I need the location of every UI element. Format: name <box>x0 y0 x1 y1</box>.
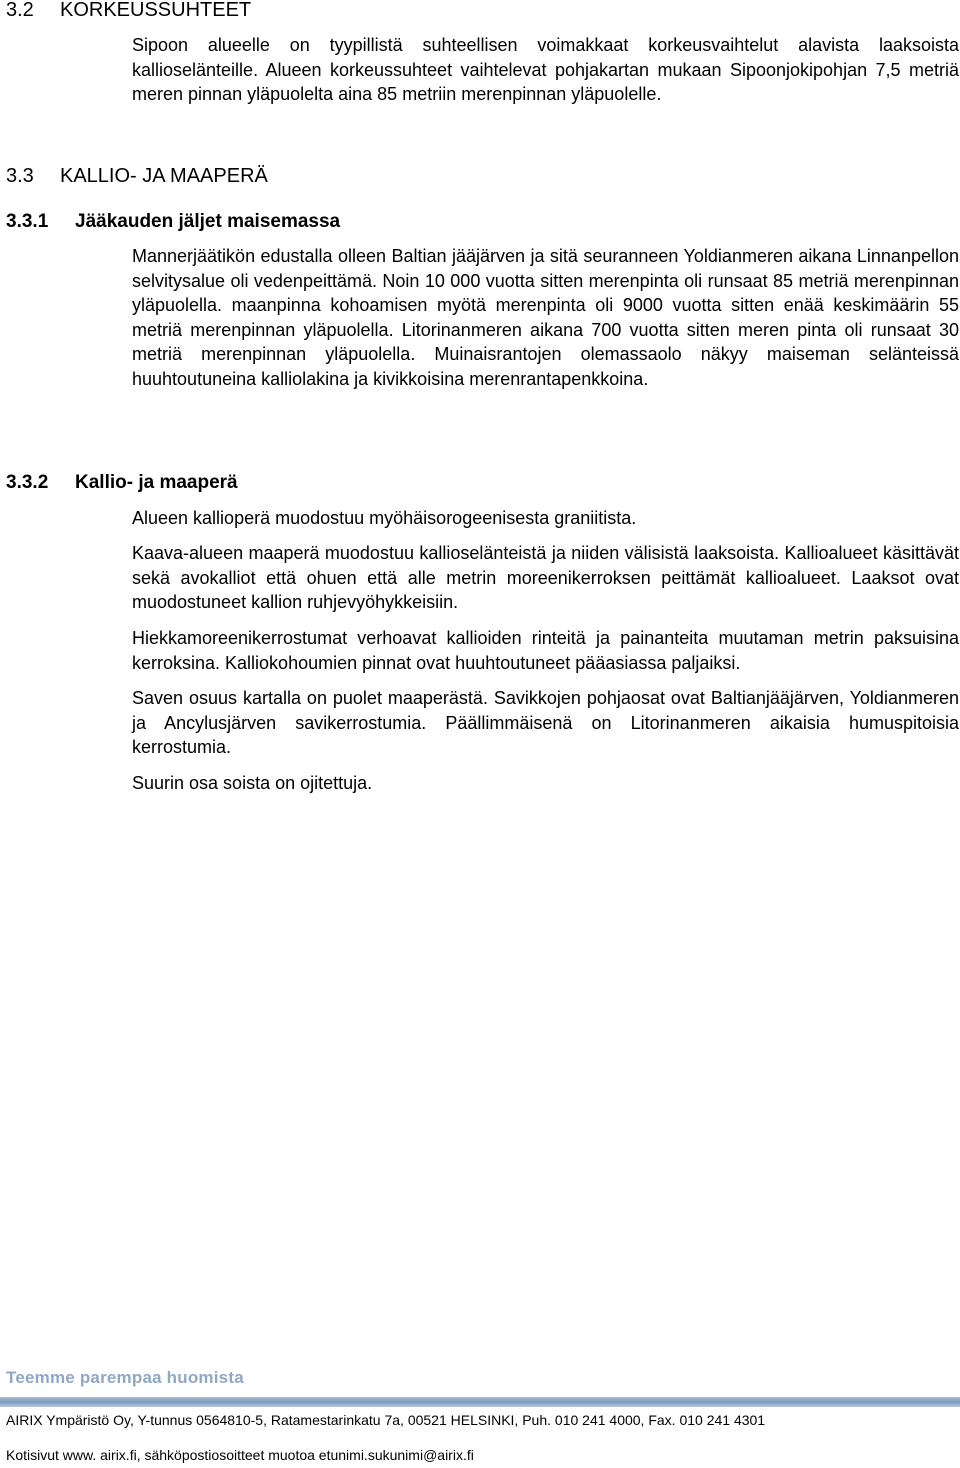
footer-slogan: Teemme parempaa huomista <box>6 1368 244 1387</box>
heading-title: KORKEUSSUHTEET <box>60 0 252 21</box>
footer-band <box>0 1397 960 1407</box>
heading-title: KALLIO- JA MAAPERÄ <box>60 165 268 187</box>
paragraph-korkeussuhteet: Sipoon alueelle on tyypillistä suhteellisen voimakkaat korkeusvaihtelut alavista laaksoista kallioselänteille. Alueen korkeussuhteet vaihtelevat pohjakartan mukaan Sipoonjokipohjan 7,5 metriä meren pinnan yläpuolelta aina 85 metriin merenpinnan yläpuolelle. <box>132 35 959 104</box>
heading-title: Jääkauden jäljet maisemassa <box>75 211 341 232</box>
paragraph-jaakauden-jaljet: Mannerjäätikön edustalla olleen Baltian jääjärven ja sitä seuranneen Yoldianmeren aikana Linnanpellon selvitysalue oli vedenpeittämä. Noin 10 000 vuotta sitten merenpinta oli runsaat 85 metriä merenpinnan yläpuolella. maanpinna kohoamisen myötä merenpinta oli 9000 vuotta sitten enää keskimäärin 55 metriä merenpinnan yläpuolella. Litorinanmeren aikana 700 vuotta sitten meren pinta oli runsaat 30 metriä merenpinnan yläpuolella. Muinaisrantojen olemassaolo näkyy maiseman selänteissä huuhtoutuneina kalliolakina ja kivikkoisina merenrantapenkkoina. <box>132 246 959 389</box>
heading-number: 3.3.2 <box>6 472 49 493</box>
heading-3-3 <box>6 164 268 188</box>
paragraph-maapera: Kaava-alueen maaperä muodostuu kallioselänteistä ja niiden välisistä laaksoista. Kallioalueet käsittävät sekä avokalliot että ohuen että alle metrin moreenikerroksen peittämät kallioalueet. Laaksot ovat muodostuneet kallion ruhjevyöhykkeisiin. <box>132 543 959 612</box>
heading-number: 3.3 <box>6 165 34 187</box>
footer-web-line: Kotisivut www. airix.fi, sähköpostiosoitteet muotoa etunimi.sukunimi@airix.fi <box>6 1447 474 1463</box>
paragraph-kalliopera: Alueen kallioperä muodostuu myöhäisorogeenisesta graniitista. <box>132 508 637 528</box>
paragraph-savi: Saven osuus kartalla on puolet maaperästä. Savikkojen pohjaosat ovat Baltianjääjärven, Yoldianmeren ja Ancylusjärven savikerrostumia. Päällimmäisenä on Litorinanmeren aikaisia humuspitoisia kerrostumia. <box>132 688 959 757</box>
heading-3-3-2 <box>6 471 238 495</box>
heading-title: Kallio- ja maaperä <box>75 472 238 493</box>
paragraph-suot: Suurin osa soista on ojitettuja. <box>132 773 373 793</box>
footer-company-line: AIRIX Ympäristö Oy, Y-tunnus 0564810-5, Ratamestarinkatu 7a, 00521 HELSINKI, Puh. 010 241 4000, Fax. 010 241 4301 <box>6 1412 766 1428</box>
heading-number: 3.2 <box>6 0 34 21</box>
heading-number: 3.3.1 <box>6 211 49 232</box>
heading-3-2 <box>6 0 251 22</box>
paragraph-hiekkamoreeni: Hiekkamoreenikerrostumat verhoavat kallioiden rinteitä ja painanteita muutaman metrin paksuisina kerroksina. Kalliokohoumien pinnat ovat huuhtoutuneet pääasiassa paljaiksi. <box>132 628 959 673</box>
heading-3-3-1 <box>6 210 340 234</box>
